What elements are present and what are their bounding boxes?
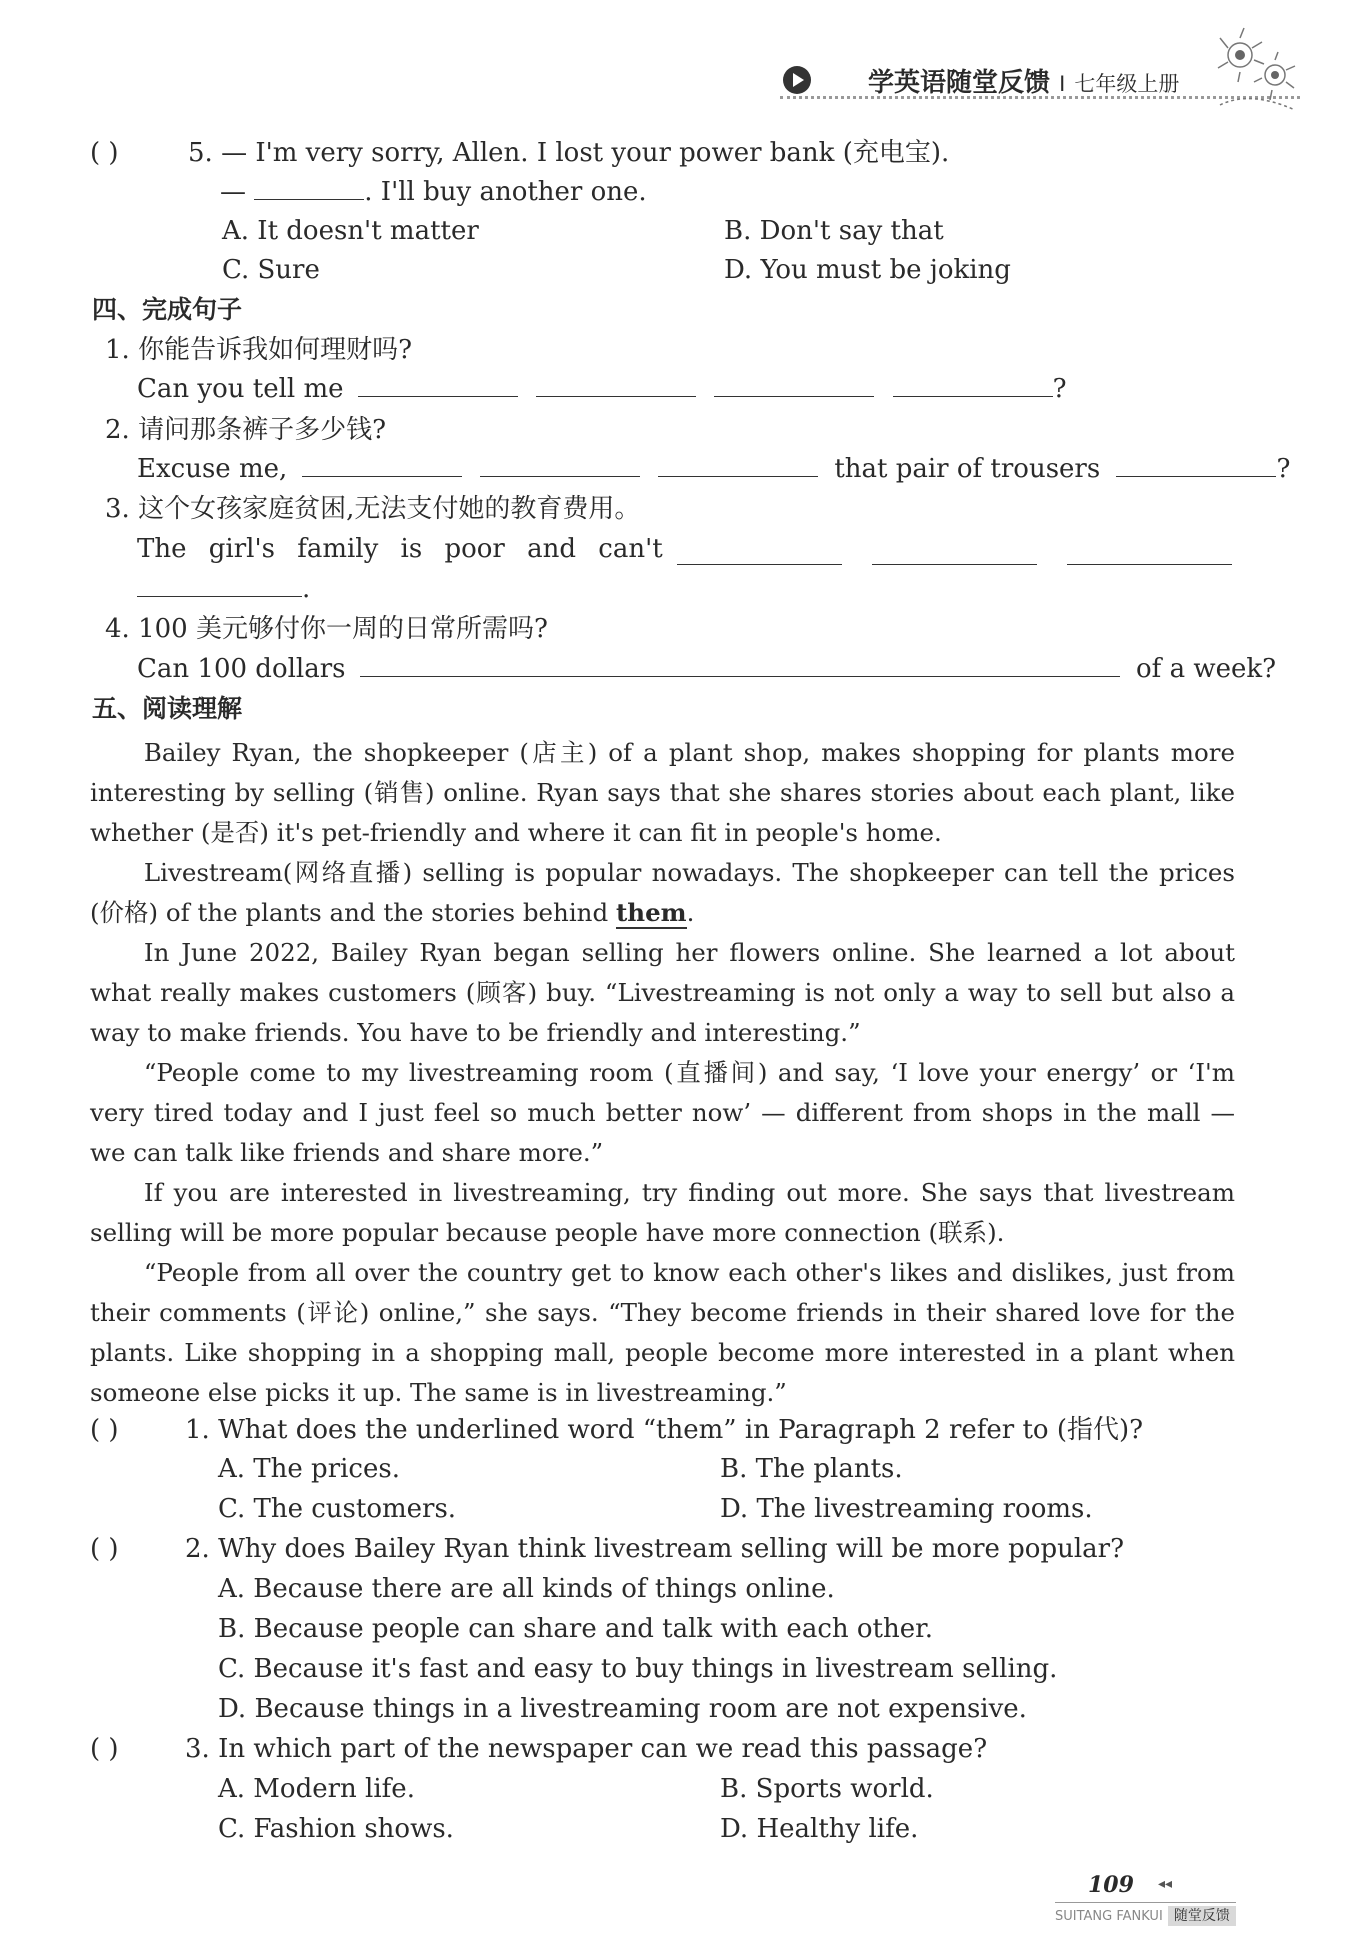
rq1-option-d: D. The livestreaming rooms. (720, 1494, 1093, 1524)
paragraph2-end: . (686, 898, 695, 927)
section5-title: 五、阅读理解 (92, 694, 243, 723)
paragraph2-text: Livestream(网络直播) selling is popular nowadays. The shopkeeper can tell the prices (价格) of the plants and the stories behind (90, 858, 1235, 927)
rq3-option-a: A. Modern life. (218, 1774, 415, 1804)
header-subtitle: 七年级上册 (1074, 72, 1180, 96)
rq1-option-c: C. The customers. (218, 1494, 457, 1524)
s4-item4-prefix: Can 100 dollars (137, 654, 346, 684)
rq2-option-c: C. Because it's fast and easy to buy things in livestream selling. (218, 1654, 1058, 1684)
section4-title: 四、完成句子 (92, 295, 243, 324)
s4-item2-blank[interactable] (480, 452, 640, 477)
underlined-word: them (615, 898, 687, 927)
reading-passage (90, 733, 1235, 1413)
s4-item2-middle: that pair of trousers (834, 454, 1101, 484)
s4-item3-line2 (137, 572, 310, 606)
rq1-option-a: A. The prices. (218, 1454, 400, 1484)
header-separator: I (1059, 72, 1066, 96)
header-title-group (868, 62, 1179, 99)
s4-item1-en (137, 372, 1067, 406)
passage-paragraph (90, 853, 1235, 933)
sunflower-decoration-icon (1200, 20, 1310, 120)
s4-item2-blank[interactable] (658, 452, 818, 477)
footer-brand (1055, 1902, 1236, 1925)
q5-reply-rest: . I'll buy another one. (364, 177, 647, 207)
rq2-option-d: D. Because things in a livestreaming room are not expensive. (218, 1694, 1027, 1724)
s4-item1-cn: 1. 你能告诉我如何理财吗? (105, 335, 413, 365)
s4-item2-prefix: Excuse me, (137, 454, 288, 484)
s4-item2-suffix: ? (1276, 454, 1291, 484)
passage-paragraph: In June 2022, Bailey Ryan began selling her flowers online. She learned a lot about what really makes customers (顾客) buy. “Livestreaming is not only a way to sell but also a way to make friends. You have to be friendly and interesting.” (90, 938, 1235, 1047)
s4-item1-blank[interactable] (358, 372, 518, 397)
rq1-paren[interactable]: ( ) (90, 1415, 119, 1445)
s4-item2-cn: 2. 请问那条裤子多少钱? (105, 415, 387, 445)
s4-item3-cn: 3. 这个女孩家庭贫困,无法支付她的教育费用。 (105, 494, 641, 524)
rq2-stem: 2. Why does Bailey Ryan think livestream selling will be more popular? (185, 1534, 1125, 1564)
s4-item4-blank[interactable] (360, 652, 1120, 677)
footer-arrows-icon: ◂◂ (1158, 1876, 1173, 1892)
passage-paragraph: Bailey Ryan, the shopkeeper (店主) of a plant shop, makes shopping for plants more interesting by selling (销售) online. Ryan says that she shares stories about each plant, like whether (是否) it's pet-friendly and where it can fit in people's home. (90, 738, 1235, 847)
s4-item1-suffix: ? (1052, 374, 1067, 404)
s4-item3-suffix: . (302, 574, 311, 604)
s4-item1-blank[interactable] (714, 372, 874, 397)
passage-paragraph: “People come to my livestreaming room (直播间) and say, ‘I love your energy’ or ‘I'm very tired today and I just feel so much better now’ — different from shops in the mall — we can talk like friends and share more.” (90, 1058, 1235, 1167)
s4-item4-en (137, 652, 1276, 686)
q5-reply (220, 175, 647, 209)
s4-item4-suffix: of a week? (1136, 654, 1277, 684)
page-number: 109 (1088, 1872, 1134, 1898)
s4-item3-blank[interactable] (1067, 540, 1232, 565)
play-circle-icon (782, 65, 812, 95)
rq3-paren[interactable]: ( ) (90, 1734, 119, 1764)
footer-brand-en: SUITANG FANKUI (1055, 1909, 1163, 1924)
rq2-option-b: B. Because people can share and talk with each other. (218, 1614, 933, 1644)
q5-answer-blank[interactable] (254, 175, 364, 200)
passage-paragraph: “People from all over the country get to know each other's likes and dislikes, just from their comments (评论) online,” she says. “They become friends in their shared love for the plants. Like shopping in a shopping mall, people become more interested in a plant when someone else picks it up. The same is in livestreaming.” (90, 1258, 1235, 1407)
rq3-option-b: B. Sports world. (720, 1774, 934, 1804)
q5-option-b: B. Don't say that (724, 216, 944, 246)
q5-paren: ( ) (90, 138, 119, 168)
rq1-option-b: B. The plants. (720, 1454, 903, 1484)
s4-item3-blank[interactable] (137, 572, 302, 597)
s4-item2-en (137, 452, 1290, 486)
s4-item2-blank[interactable] (302, 452, 462, 477)
rq1-stem: 1. What does the underlined word “them” in Paragraph 2 refer to (指代)? (185, 1415, 1144, 1445)
s4-item4-cn: 4. 100 美元够付你一周的日常所需吗? (105, 614, 548, 644)
q5-reply-dash: — (220, 177, 246, 207)
rq2-option-a: A. Because there are all kinds of things online. (218, 1574, 835, 1604)
rq3-option-d: D. Healthy life. (720, 1814, 919, 1844)
rq2-paren[interactable]: ( ) (90, 1534, 119, 1564)
s4-item3-prefix: The girl's family is poor and can't (137, 534, 663, 564)
s4-item1-prefix: Can you tell me (137, 374, 344, 404)
s4-item2-blank[interactable] (1116, 452, 1276, 477)
footer-brand-badge: 随堂反馈 (1168, 1906, 1236, 1926)
s4-item1-blank[interactable] (893, 372, 1053, 397)
rq3-stem: 3. In which part of the newspaper can we read this passage? (185, 1734, 988, 1764)
s4-item3-en (137, 532, 663, 566)
s4-item3-blank[interactable] (677, 540, 842, 565)
header-title: 学英语随堂反馈 (868, 68, 1051, 98)
q5-stem: 5. — I'm very sorry, Allen. I lost your power bank (充电宝). (188, 138, 950, 168)
q5-option-a: A. It doesn't matter (222, 216, 479, 246)
s4-item3-blank[interactable] (872, 540, 1037, 565)
rq3-option-c: C. Fashion shows. (218, 1814, 454, 1844)
passage-paragraph: If you are interested in livestreaming, try finding out more. She says that livestream selling will be more popular because people have more connection (联系). (90, 1178, 1235, 1247)
s4-item1-blank[interactable] (536, 372, 696, 397)
q5-option-c: C. Sure (222, 255, 320, 285)
q5-option-d: D. You must be joking (724, 255, 1011, 285)
